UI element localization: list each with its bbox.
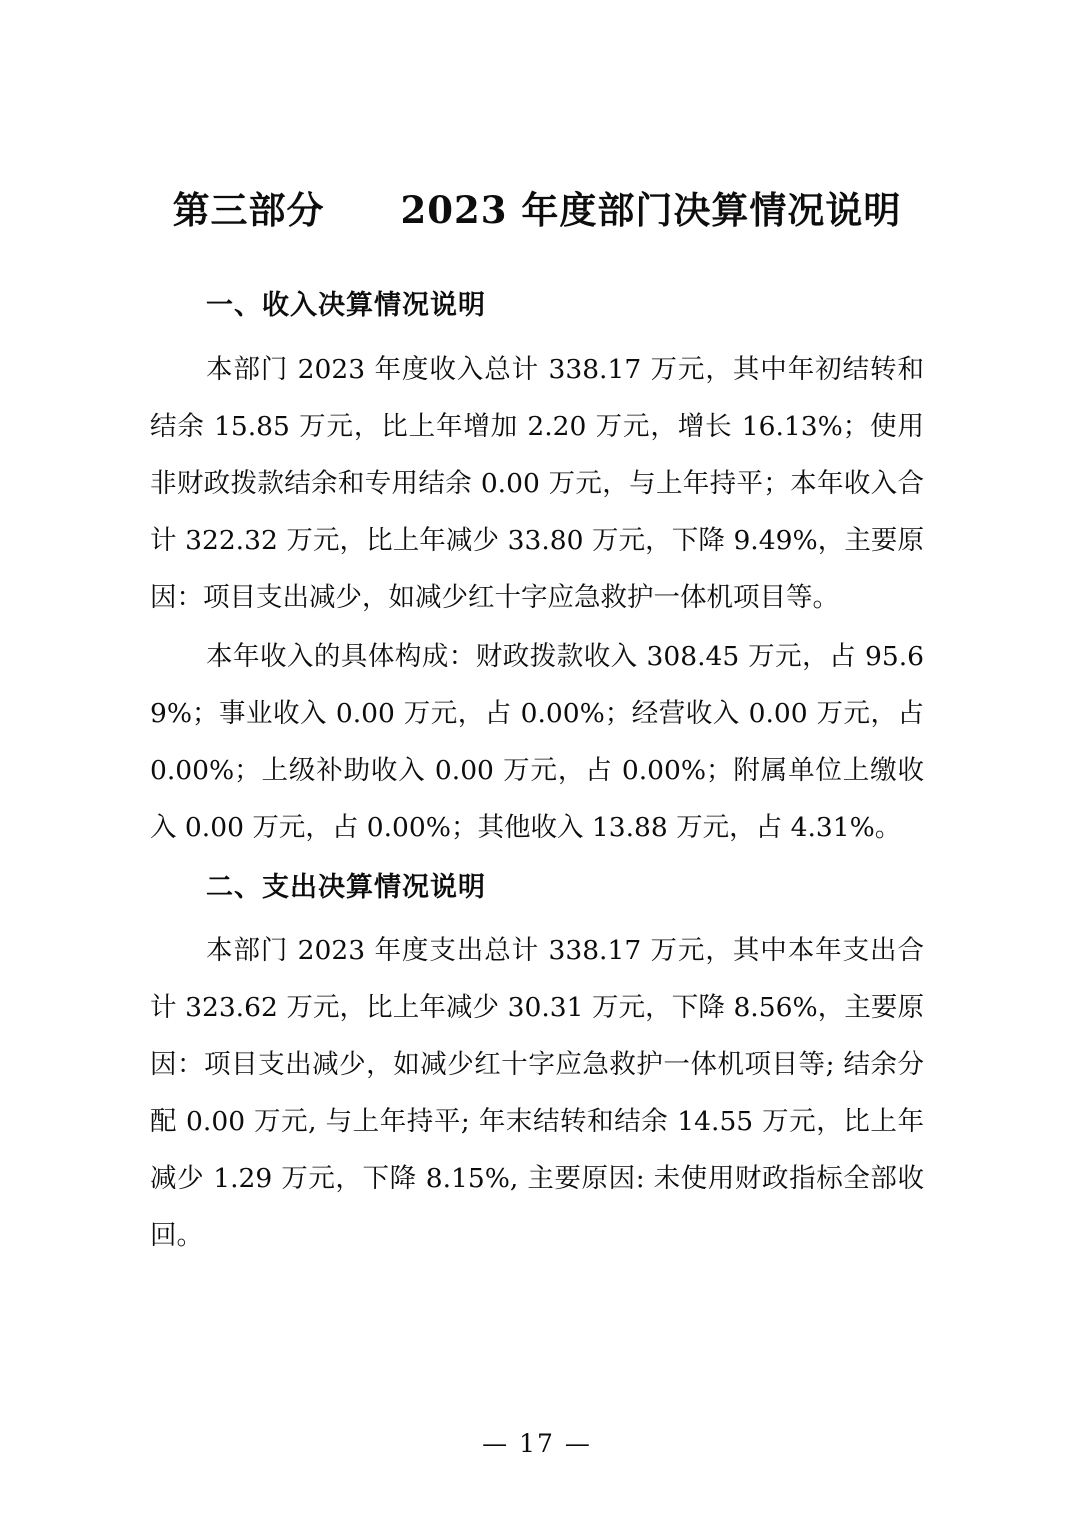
paragraph-expenditure-total: 本部门 2023 年度支出总计 338.17 万元，其中本年支出合计 323.62 万元，比上年减少 30.31 万元，下降 8.56%，主要原因：项目支出减少，如减少红十字应急救护一体机项目等; 结余分配 0.00 万元, 与上年持平; 年末结转和结余 14.55 万元，比上年减少 1.29 万元，下降 8.15%, 主要原因: 未使用财政指标全部收回。 — [150, 935, 924, 1251]
paragraph-income-total: 本部门 2023 年度收入总计 338.17 万元，其中年初结转和结余 15.85 万元，比上年增加 2.20 万元，增长 16.13%；使用非财政拨款结余和专用结余 0.00 万元，与上年持平；本年收入合计 322.32 万元，比上年减少 33.80 万元，下降 9.49%，主要原因：项目支出减少，如减少红十字应急救护一体机项目等。 — [150, 353, 924, 613]
section-heading-income: 一、收入决算情况说明 — [206, 290, 486, 321]
section-heading-expenditure: 二、支出决算情况说明 — [206, 871, 486, 903]
paragraph-income-composition: 本年收入的具体构成：财政拨款收入 308.45 万元，占 95.69%；事业收入 0.00 万元，占 0.00%；经营收入 0.00 万元，占 0.00%；上级补助收入 0.00 万元，占 0.00%；附属单位上缴收入 0.00 万元，占 0.00%；其他收入 13.88 万元，占 4.31%。 — [150, 640, 924, 843]
section-spacer — [150, 858, 924, 868]
page-number: — 17 — — [482, 1429, 592, 1458]
page-title: 第三部分 2023 年度部门决算情况说明 — [172, 188, 902, 232]
